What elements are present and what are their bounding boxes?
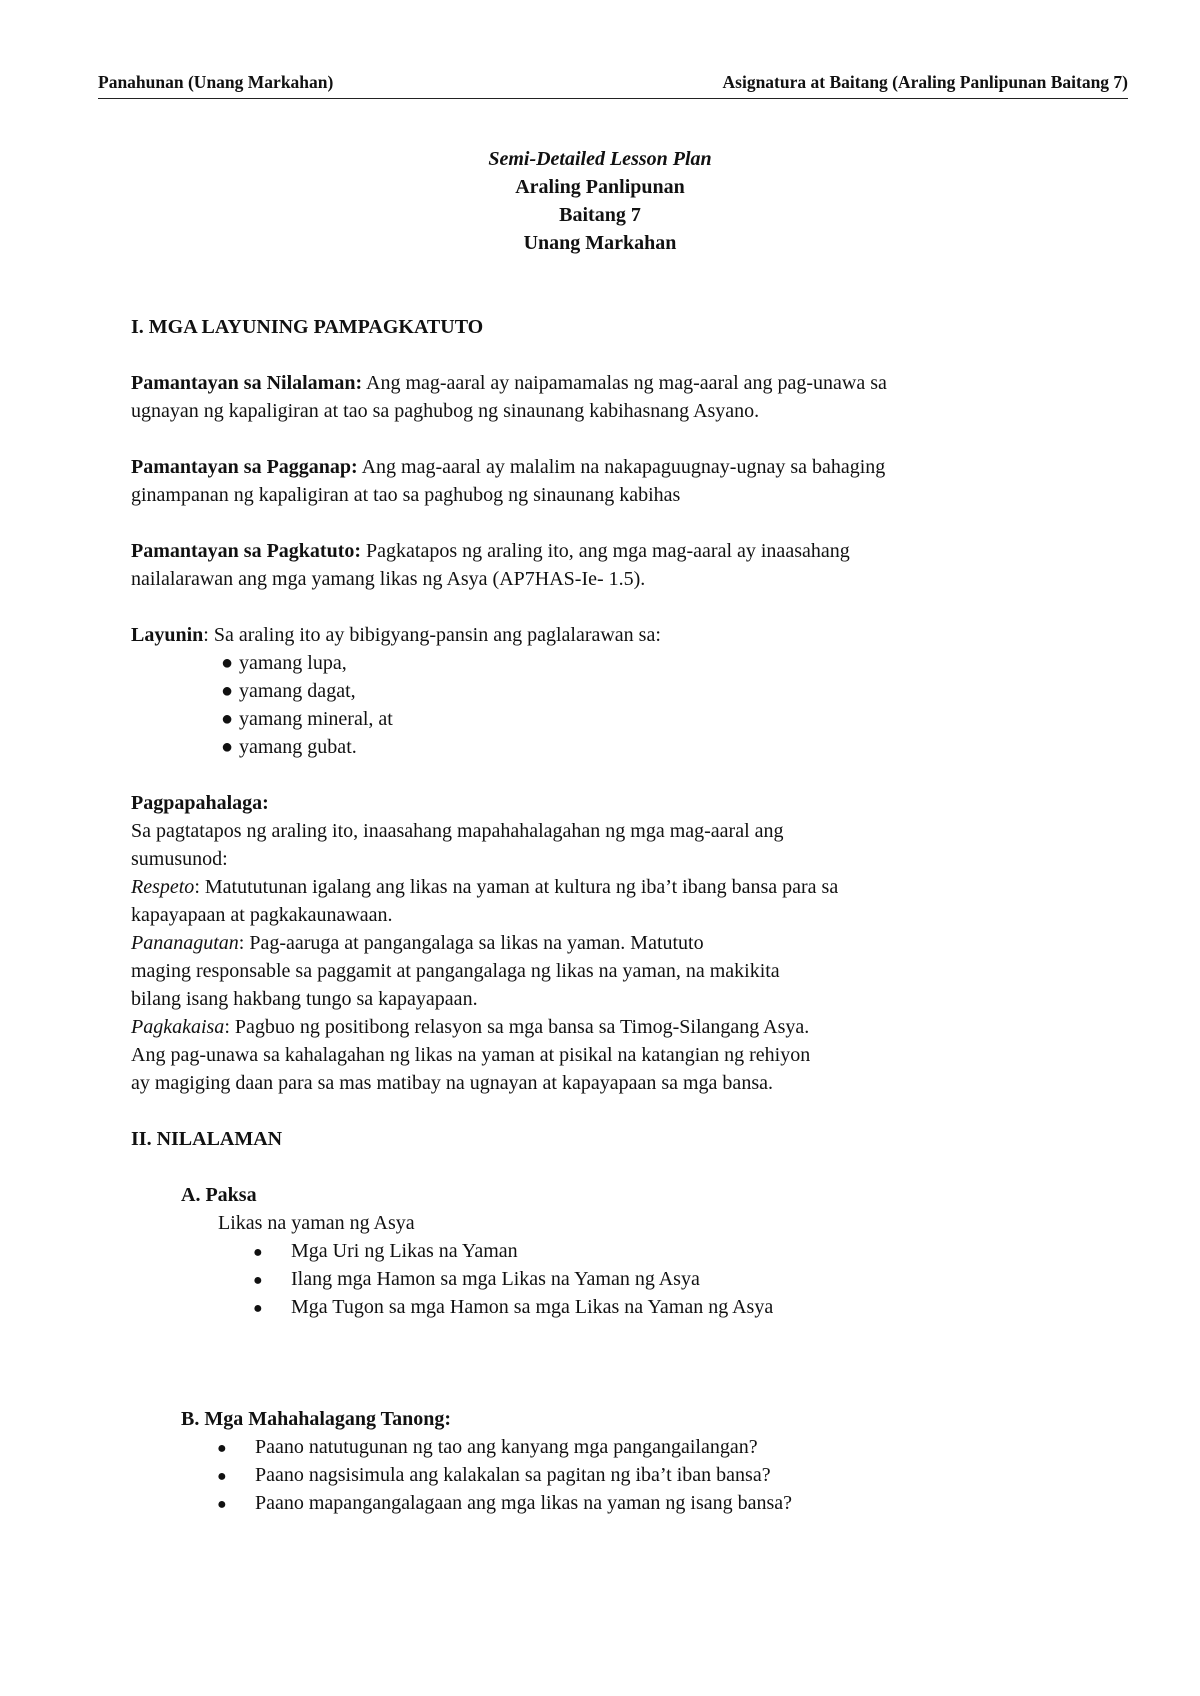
performance-standard-cont: ginampanan ng kapaligiran at tao sa paghubog ng sinaunang kabihas — [131, 484, 681, 506]
doc-grade: Baitang 7 — [559, 204, 641, 226]
performance-standard-text: Ang mag-aaral ay malalim na nakapaguugnay-ugnay sa bahaging — [357, 456, 886, 478]
values-intro-cont: sumusunod: — [131, 848, 228, 870]
list-item — [131, 649, 1091, 677]
bullet-icon: ● — [217, 1496, 227, 1513]
bullet-icon: ● — [253, 1300, 263, 1317]
bullet-icon: ● — [221, 708, 234, 730]
topic-item: Ilang mga Hamon sa mga Likas na Yaman ng Asya — [291, 1268, 700, 1290]
value-responsibility-text: : Pag-aaruga at pangangalaga sa likas na yaman. Matututo — [238, 932, 704, 954]
question-item: Paano natutugunan ng tao ang kanyang mga pangangailangan? — [255, 1436, 758, 1458]
value-responsibility-label: Pananagutan — [131, 932, 239, 954]
section2-heading: II. NILALAMAN — [131, 1128, 283, 1150]
topic-heading: A. Paksa — [181, 1184, 257, 1206]
value-unity-cont: ay magiging daan para sa mas matibay na ugnayan at kapayapaan sa mga bansa. — [131, 1072, 773, 1094]
value-respect — [131, 873, 1091, 901]
objective — [131, 621, 1091, 649]
bullet-icon: ● — [217, 1468, 227, 1485]
objective-item: yamang dagat, — [239, 680, 356, 702]
topic-text: Likas na yaman ng Asya — [218, 1212, 415, 1234]
doc-subject: Araling Panlipunan — [515, 176, 685, 198]
learning-competency-text: Pagkatapos ng araling ito, ang mga mag-aaral ay inaasahang — [361, 540, 850, 562]
value-respect-label: Respeto — [131, 876, 195, 898]
value-responsibility-cont: bilang isang hakbang tungo sa kapayapaan. — [131, 988, 478, 1010]
topic-item: Mga Uri ng Likas na Yaman — [291, 1240, 518, 1262]
value-responsibility — [131, 929, 1091, 957]
values-intro: Sa pagtatapos ng araling ito, inaasahang mapahahalagahan ng mga mag-aaral ang — [131, 820, 784, 842]
bullet-icon: ● — [253, 1244, 263, 1261]
list-item — [131, 1237, 1091, 1265]
performance-standard-label: Pamantayan sa Pagganap: — [131, 456, 358, 478]
questions-heading: B. Mga Mahahalagang Tanong: — [181, 1408, 452, 1430]
bullet-icon: ● — [221, 680, 234, 702]
list-item — [131, 1433, 1091, 1461]
list-item — [131, 705, 1091, 733]
bullet-icon: ● — [253, 1272, 263, 1289]
value-unity — [131, 1013, 1091, 1041]
value-respect-text: : Matututunan igalang ang likas na yaman at kultura ng iba’t ibang bansa para sa — [194, 876, 839, 898]
doc-title: Semi-Detailed Lesson Plan — [488, 148, 712, 170]
learning-competency — [131, 537, 1091, 565]
content-standard-text: Ang mag-aaral ay naipamamalas ng mag-aaral ang pag-unawa sa — [362, 372, 887, 394]
objective-label: Layunin — [131, 624, 204, 646]
doc-quarter: Unang Markahan — [523, 232, 677, 254]
values-heading: Pagpapahalaga: — [131, 792, 269, 814]
content-standard-label: Pamantayan sa Nilalaman: — [131, 372, 363, 394]
value-unity-cont: Ang pag-unawa sa kahalagahan ng likas na yaman at pisikal na katangian ng rehiyon — [131, 1044, 811, 1066]
value-unity-label: Pagkakaisa — [131, 1016, 225, 1038]
bullet-icon: ● — [221, 736, 234, 758]
section1-heading: I. MGA LAYUNING PAMPAGKATUTO — [131, 316, 484, 338]
question-item: Paano mapangangalagaan ang mga likas na yaman ng isang bansa? — [255, 1492, 793, 1514]
list-item — [131, 733, 1091, 761]
learning-competency-cont: nailalarawan ang mga yamang likas ng Asya (AP7HAS-Ie- 1.5). — [131, 568, 646, 590]
list-item — [131, 1461, 1091, 1489]
value-unity-text: : Pagbuo ng positibong relasyon sa mga bansa sa Timog-Silangang Asya. — [224, 1016, 810, 1038]
objective-item: yamang lupa, — [239, 652, 347, 674]
document-body — [131, 313, 1091, 1517]
list-item — [131, 1265, 1091, 1293]
header-term: Panahunan (Unang Markahan) — [98, 72, 334, 92]
question-item: Paano nagsisimula ang kalakalan sa pagitan ng iba’t iban bansa? — [255, 1464, 771, 1486]
performance-standard — [131, 453, 1091, 481]
title-block — [0, 145, 1200, 257]
value-responsibility-cont: maging responsable sa paggamit at pangangalaga ng likas na yaman, na makikita — [131, 960, 780, 982]
content-standard — [131, 369, 1091, 397]
list-item — [131, 1489, 1091, 1517]
bullet-icon: ● — [217, 1440, 227, 1457]
bullet-icon: ● — [221, 652, 234, 674]
header-subject: Asignatura at Baitang (Araling Panlipunan Baitang 7) — [722, 72, 1128, 92]
objective-item: yamang gubat. — [239, 736, 357, 758]
objective-text: : Sa araling ito ay bibigyang-pansin ang paglalarawan sa: — [203, 624, 661, 646]
content-standard-cont: ugnayan ng kapaligiran at tao sa paghubog ng sinaunang kabihasnang Asyano. — [131, 400, 760, 422]
list-item — [131, 677, 1091, 705]
objective-item: yamang mineral, at — [239, 708, 393, 730]
value-respect-cont: kapayapaan at pagkakaunawaan. — [131, 904, 393, 926]
topic-item: Mga Tugon sa mga Hamon sa mga Likas na Yaman ng Asya — [291, 1296, 774, 1318]
learning-competency-label: Pamantayan sa Pagkatuto: — [131, 540, 362, 562]
page-header — [98, 72, 1128, 99]
list-item — [131, 1293, 1091, 1321]
